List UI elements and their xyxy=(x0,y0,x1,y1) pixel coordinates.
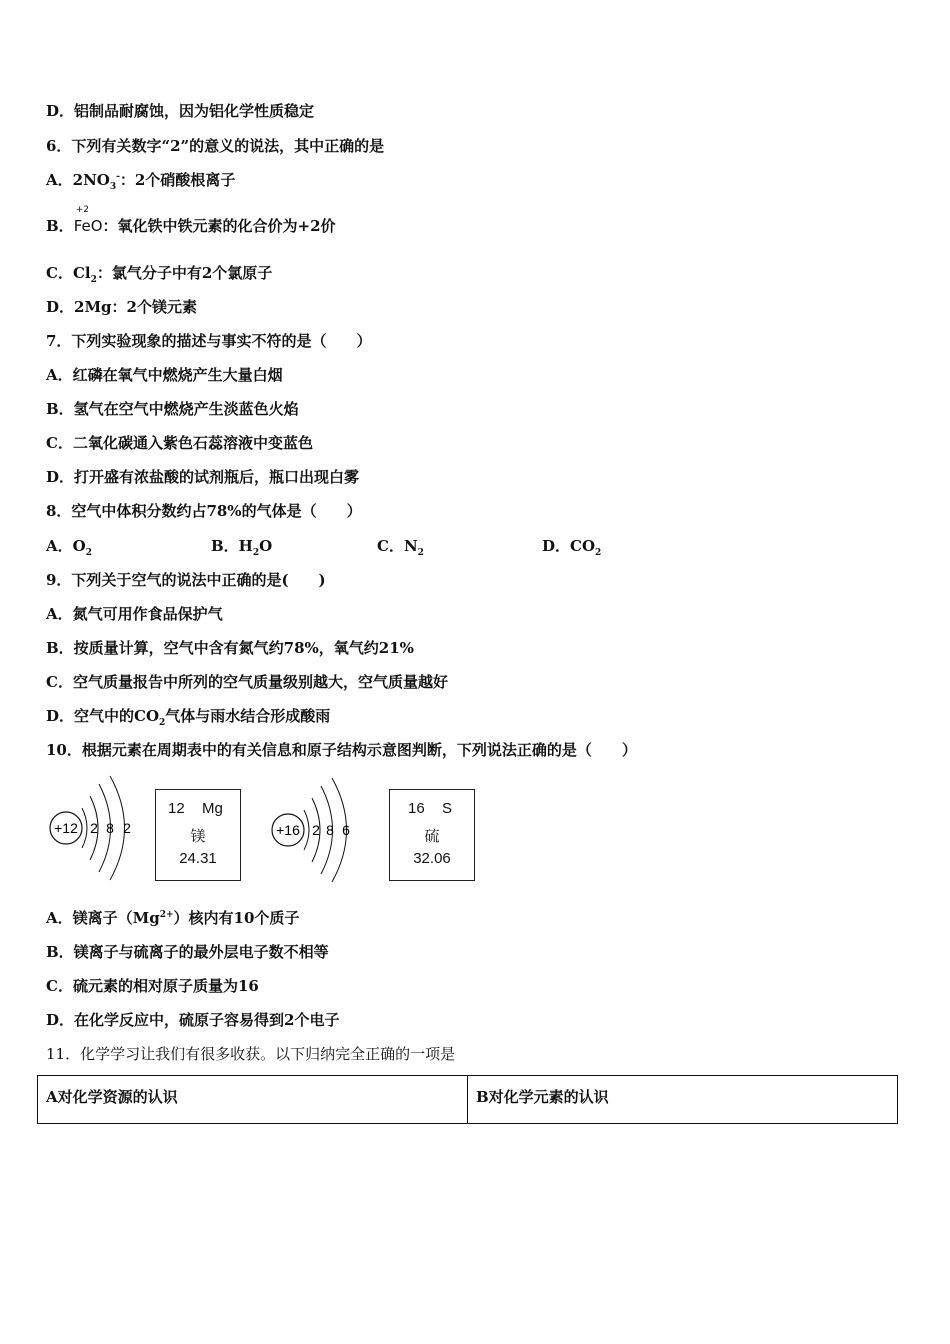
q6-option-d: D．2Mg：2个镁元素 xyxy=(46,298,197,316)
s-name: 硫 xyxy=(424,827,440,845)
q9-option-d: D．空气中的$CO_2$气体与雨水结合形成酸雨 xyxy=(46,707,331,728)
s-symbol: S xyxy=(442,800,453,817)
q8-option-a: A．$O_2$ xyxy=(46,537,92,558)
q6-option-c: C．$Cl_2$：氯气分子中有2个氯原子 xyxy=(46,264,273,285)
q6-option-a: A．$2NO_3^-$：2个硝酸根离子 xyxy=(46,171,236,192)
s-shell-3: 6 xyxy=(342,822,350,838)
q8-stem: 8．空气中体积分数约占78%的气体是（ ） xyxy=(46,502,362,520)
q10-option-d: D．在化学反应中，硫原子容易得到2个电子 xyxy=(46,1011,340,1029)
s-atom-diagram xyxy=(266,774,366,884)
q9-option-b: B．按质量计算，空气中含有氮气约78%，氧气约21% xyxy=(46,639,414,657)
q11-col-a-header: A对化学资源的认识 xyxy=(46,1088,178,1106)
q10-option-a: A．镁离子$(Mg^{2+})$核内有10个质子 xyxy=(46,909,300,927)
mg-name: 镁 xyxy=(190,827,206,845)
mg-nucleus-charge: +12 xyxy=(54,820,78,836)
mg-atomic-number: 12 xyxy=(168,800,185,817)
q10-option-b: B．镁离子与硫离子的最外层电子数不相等 xyxy=(46,943,329,961)
q11-table xyxy=(37,1075,898,1124)
s-nucleus-charge: +16 xyxy=(276,822,300,838)
mg-atom-diagram xyxy=(44,774,144,884)
q7-option-d: D．打开盛有浓盐酸的试剂瓶后，瓶口出现白雾 xyxy=(46,468,360,486)
q8-option-c: C．$N_2$ xyxy=(377,537,424,558)
q10-option-c: C．硫元素的相对原子质量为16 xyxy=(46,977,259,995)
mg-mass: 24.31 xyxy=(179,850,217,867)
q5-option-d: D．铝制品耐腐蚀，因为铝化学性质稳定 xyxy=(46,102,315,120)
mg-element-card xyxy=(155,789,241,881)
s-mass: 32.06 xyxy=(413,850,451,867)
q11-stem: 11．化学学习让我们有很多收获。以下归纳完全正确的一项是 xyxy=(46,1045,456,1063)
q7-option-b: B．氢气在空气中燃烧产生淡蓝色火焰 xyxy=(46,400,299,418)
q7-stem: 7．下列实验现象的描述与事实不符的是（ ） xyxy=(46,332,372,350)
q6-stem: 6．下列有关数字“2”的意义的说法，其中正确的是 xyxy=(46,137,385,155)
q7-option-a: A．红磷在氧气中燃烧产生大量白烟 xyxy=(46,366,283,384)
q9-option-c: C．空气质量报告中所列的空气质量级别越大，空气质量越好 xyxy=(46,673,448,691)
feo-formula: +2 FeO xyxy=(73,205,103,235)
s-atomic-number: 16 xyxy=(408,800,425,817)
mg-shell-1: 2 xyxy=(90,820,98,836)
s-shell-2: 8 xyxy=(326,822,334,838)
s-element-card xyxy=(389,789,475,881)
q7-option-c: C．二氧化碳通入紫色石蕊溶液中变蓝色 xyxy=(46,434,313,452)
mg-shell-2: 8 xyxy=(106,820,114,836)
s-shell-1: 2 xyxy=(312,822,320,838)
q11-col-b-header: B对化学元素的认识 xyxy=(467,1076,897,1123)
q8-option-d: D．$CO_2$ xyxy=(542,537,602,558)
q6-option-b: B． +2 FeO：氧化铁中铁元素的化合价为+2价 xyxy=(46,205,336,235)
q9-option-a: A．氮气可用作食品保护气 xyxy=(46,605,223,623)
q8-option-b: B．$H_2O$ xyxy=(211,537,273,558)
q9-stem: 9．下列关于空气的说法中正确的是( ) xyxy=(46,571,326,589)
mg-symbol: Mg xyxy=(202,800,223,817)
mg-shell-3: 2 xyxy=(123,820,131,836)
q10-stem: 10．根据元素在周期表中的有关信息和原子结构示意图判断，下列说法正确的是（ ） xyxy=(46,741,637,759)
